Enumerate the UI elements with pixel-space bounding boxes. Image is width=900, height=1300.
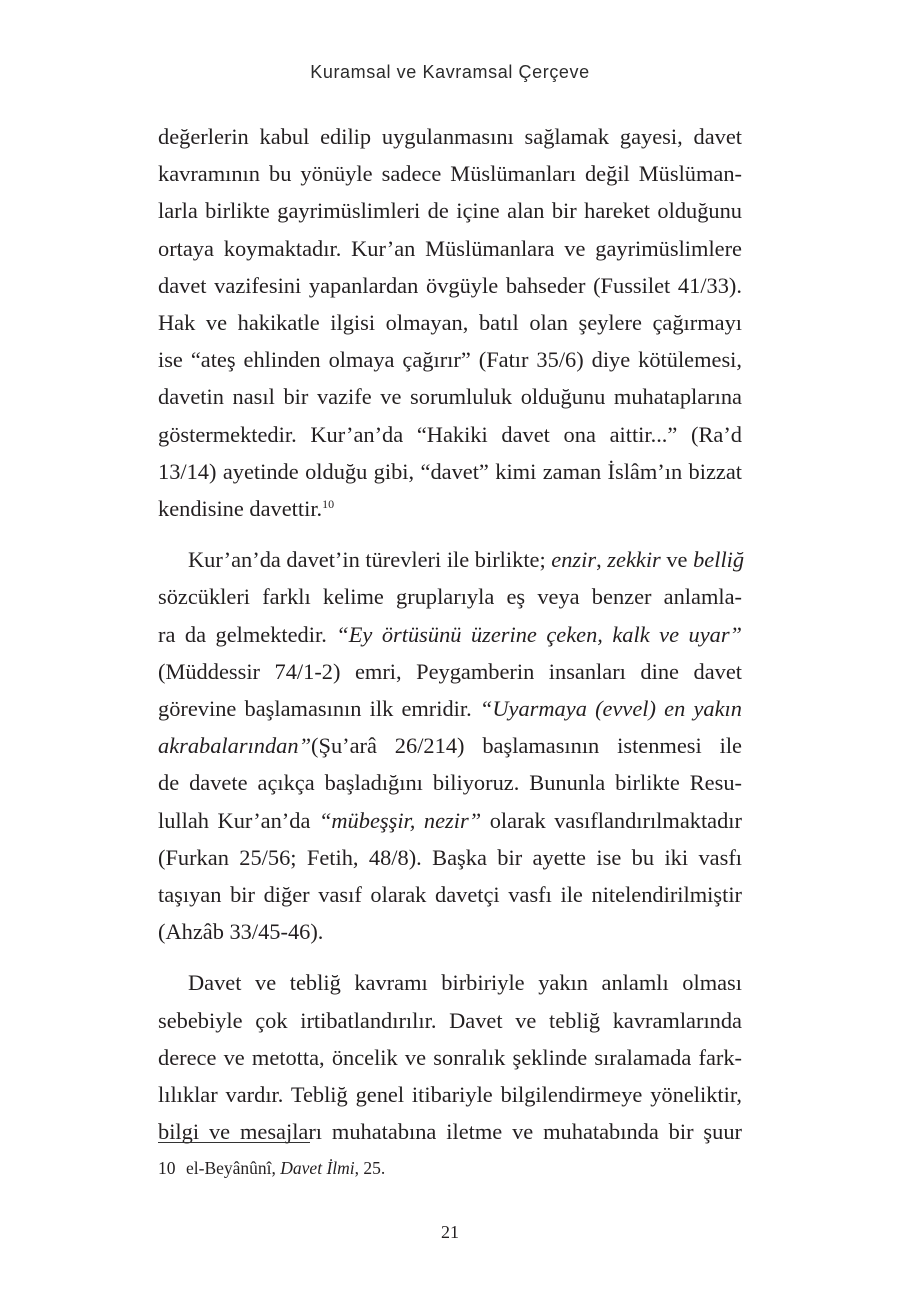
text-line: larla birlikte gayrimüslimleri de içine alan bir hareket olduğunu [158, 198, 742, 224]
italic-quote: “Uyarmaya (evvel) en yakın [479, 696, 742, 722]
text-line: 13/14) ayetinde olduğu gibi, “davet” kimi zaman İslâm’ın bizzat [158, 458, 742, 484]
italic-term: zekkir [607, 547, 661, 573]
text-span: , [596, 547, 608, 573]
text-line: ortaya koymaktadır. Kur’an Müslümanlara ve gayrimüslimlere [158, 235, 742, 261]
text-span: ra da gelmektedir. [158, 621, 337, 647]
text-line: (Müddessir 74/1-2) emri, Peygamberin insanları dine davet [158, 658, 742, 684]
text-span: (Şu’arâ 26/214) başlamasının istenmesi ile [311, 733, 742, 759]
italic-quote: akrabalarından” [158, 733, 312, 759]
paragraph-2 [158, 541, 745, 950]
text-line: taşıyan bir diğer vasıf olarak davetçi vasfı ile nitelendirilmiştir [158, 882, 742, 908]
text-span: kendisine davettir. [158, 496, 323, 522]
text-span: lullah Kur’an’da [158, 807, 319, 833]
italic-term: belliğ [693, 547, 745, 573]
text-line: (Ahzâb 33/45-46). [158, 919, 324, 945]
text-line [158, 616, 742, 653]
text-line [158, 690, 742, 727]
italic-quote: “mübeşşir, nezir” [318, 807, 482, 833]
text-span: olarak vasıflandırılmaktadır [481, 807, 742, 833]
text-line: Hak ve hakikatle ilgisi olmayan, batıl olan şeylere çağırmayı [158, 310, 742, 336]
paragraph-1 [158, 118, 742, 527]
text-line [158, 490, 742, 527]
text-span: ve [660, 547, 694, 573]
page-number: 21 [441, 1222, 459, 1242]
text-line: davet vazifesini yapanlardan övgüyle bahseder (Fussilet 41/33). [158, 272, 742, 298]
italic-quote: “Ey örtüsünü üzerine çeken, kalk ve uyar” [336, 621, 742, 647]
text-line: (Furkan 25/56; Fetih, 48/8). Başka bir ayette ise bu iki vasfı [158, 844, 742, 870]
italic-term: enzir [551, 547, 597, 573]
text-span: Kur’an’da davet’in türevleri ile birlikte; [188, 547, 552, 573]
text-line [158, 727, 742, 764]
footnote-title: Davet İlmi [280, 1158, 355, 1178]
text-line: değerlerin kabul edilip uygulanmasını sağlamak gayesi, davet [158, 124, 742, 149]
text-line: sözcükleri farklı kelime gruplarıyla eş veya benzer anlamla- [158, 584, 742, 610]
text-line: lılıklar vardır. Tebliğ genel itibariyle bilgilendirmeye yöneliktir, [158, 1082, 742, 1108]
footnote-text: , 25. [354, 1158, 386, 1178]
text-line: ise “ateş ehlinden olmaya çağırır” (Fatır 35/6) diye kötülemesi, [158, 347, 742, 373]
footnote-text: el-Beyânûnî, [186, 1158, 281, 1178]
footnote-reference[interactable]: 10 [322, 497, 335, 512]
paragraph-3 [158, 964, 742, 1150]
text-line: davetin nasıl bir vazife ve sorumluluk olduğunu muhataplarına [158, 384, 742, 410]
body-text [158, 118, 745, 1150]
text-line: Davet ve tebliğ kavramı birbiriyle yakın anlamlı olması [188, 970, 742, 996]
footnote-divider [158, 1142, 310, 1143]
text-line [158, 802, 742, 839]
text-line: bilgi ve mesajları muhatabına iletme ve muhatabında bir şuur [158, 1119, 742, 1145]
running-head: Kuramsal ve Kavramsal Çerçeve [310, 62, 590, 82]
text-line: de davete açıkça başladığını biliyoruz. Bununla birlikte Resu- [158, 770, 742, 796]
text-line: kavramının bu yönüyle sadece Müslümanları değil Müslüman- [158, 161, 742, 187]
text-line [158, 541, 745, 578]
text-line: sebebiyle çok irtibatlandırılır. Davet ve tebliğ kavramlarında [158, 1007, 742, 1033]
text-span: görevine başlamasının ilk emridir. [158, 696, 480, 722]
footnote [158, 1158, 385, 1179]
text-line: derece ve metotta, öncelik ve sonralık şeklinde sıralamada fark- [158, 1044, 742, 1070]
footnote-number: 10 [158, 1158, 176, 1178]
text-line: göstermektedir. Kur’an’da “Hakiki davet ona aittir...” (Ra’d [158, 421, 742, 447]
